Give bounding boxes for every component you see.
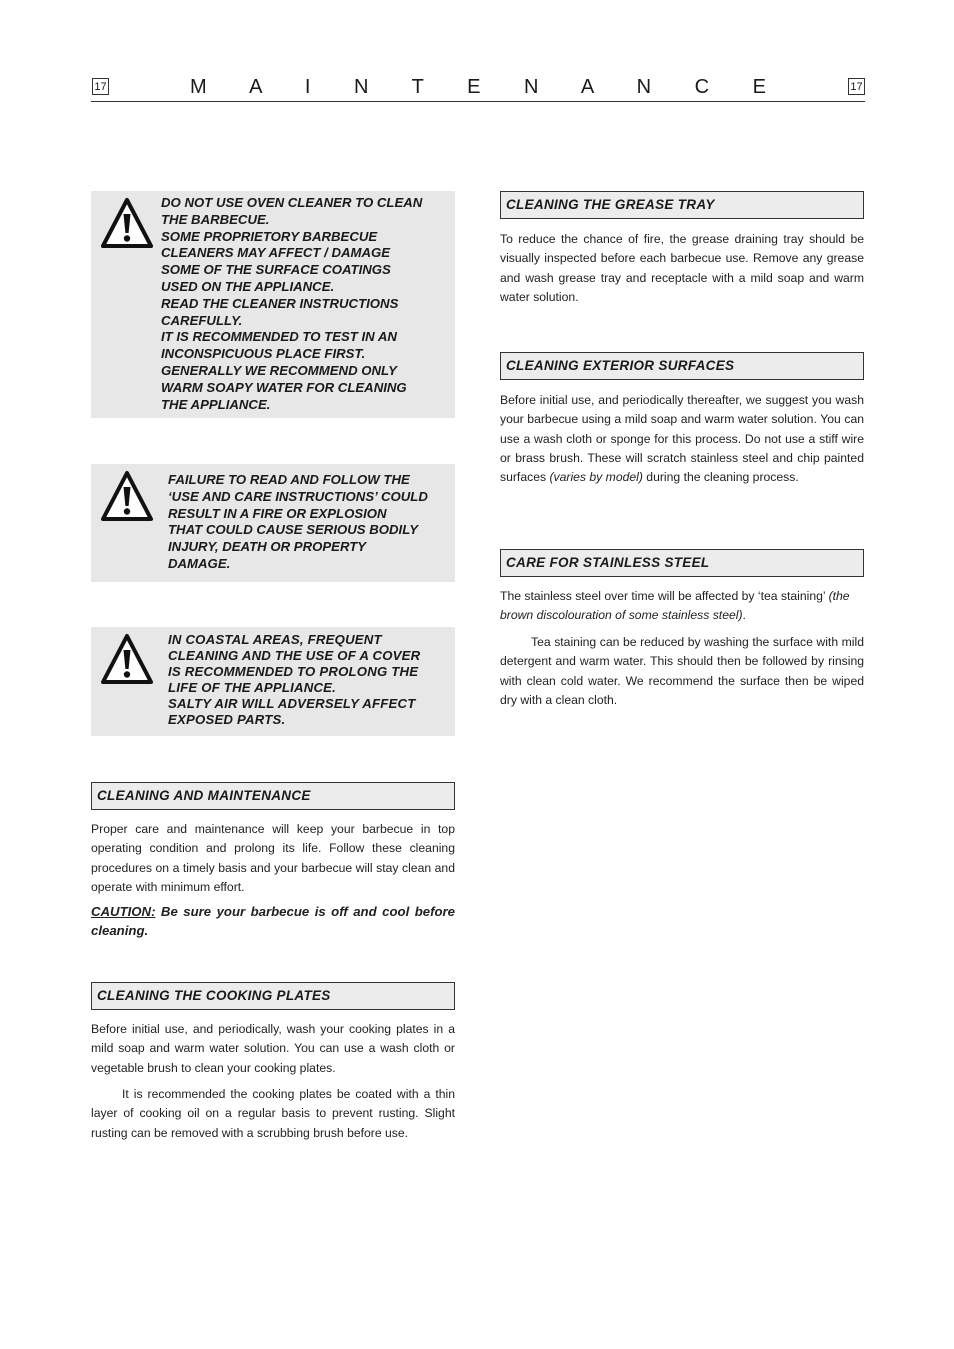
caution-note: [91, 902, 455, 940]
warning-text: FAILURE TO READ AND FOLLOW THE ‘USE AND CARE INSTRUCTIONS’ COULD RESULT IN A FIRE OR EXPLOSION THAT COULD CAUSE SERIOUS BODILY INJURY, DEATH OR PROPERTY DAMAGE.: [168, 472, 428, 571]
paragraph-cleaning-maintenance: Proper care and maintenance will keep your barbecue in top operating condition and prolong its life. Follow these cleaning procedures on a timely basis and your barbecue will stay clean and operate with minimum effort.: [91, 822, 455, 894]
page-number-right: 17: [848, 78, 865, 95]
page-number-left: 17: [92, 78, 109, 95]
page-header: [91, 74, 865, 102]
paragraph-stainless-steel-2: Tea staining can be reduced by washing the surface with mild detergent and warm water. This should then be followed by rinsing with clean cold water. We recommend the surface then be wiped dry with a clean cloth.: [500, 635, 864, 707]
section-heading-stainless-steel: CARE FOR STAINLESS STEEL: [500, 549, 864, 577]
section-heading-grease-tray: CLEANING THE GREASE TRAY: [500, 191, 864, 219]
warning-box-read-instructions: [91, 464, 455, 582]
warning-triangle-icon: [101, 470, 153, 522]
warning-box-coastal-areas: [91, 627, 455, 736]
caution-label: CAUTION:: [91, 904, 156, 919]
varies-by-model-note: (varies by model): [549, 470, 643, 485]
warning-text: IN COASTAL AREAS, FREQUENT CLEANING AND THE USE OF A COVER IS RECOMMENDED TO PROLONG THE LIFE OF THE APPLIANCE. SALTY AIR WILL ADVERSELY AFFECT EXPOSED PARTS.: [168, 632, 421, 728]
warning-box-oven-cleaner: [91, 191, 455, 418]
tea-staining-definition: (the brown discolouration of some stainless steel): [500, 589, 850, 623]
section-heading-exterior-surfaces: CLEANING EXTERIOR SURFACES: [500, 352, 864, 380]
paragraph-grease-tray: To reduce the chance of fire, the grease draining tray should be visually inspected before each barbecue use. Remove any grease and wash grease tray and receptacle with a mild soap and warm water solution.: [500, 232, 864, 304]
warning-text: DO NOT USE OVEN CLEANER TO CLEAN THE BARBECUE. SOME PROPRIETORY BARBECUE CLEANERS MAY AFFECT / DAMAGE SOME OF THE SURFACE COATINGS USED ON THE APPLIANCE. READ THE CLEANER INSTRUCTIONS CAREFULLY. IT IS RECOMMENDED TO TEST IN AN INCONSPICUOUS PLACE FIRST. GENERALLY WE RECOMMEND ONLY WARM SOAPY WATER FOR CLEANING THE APPLIANCE.: [161, 195, 423, 412]
paragraph-cooking-plates-2: It is recommended the cooking plates be coated with a thin layer of cooking oil on a regular basis to prevent rusting. Slight rusting can be removed with a scrubbing brush before use.: [91, 1087, 455, 1140]
paragraph-exterior-surfaces: Before initial use, and periodically thereafter, we suggest you wash your barbecue using a mild soap and warm water solution. You can use a wash cloth or sponge for this process. Do not use a stiff wire or brass brush. These will scratch stainless steel and chip painted surfaces (varies by model) during the cleaning process.: [500, 393, 864, 485]
warning-triangle-icon: [101, 633, 153, 685]
page-title: M A I N T E N A N C E: [190, 76, 785, 98]
paragraph-stainless-steel-1: The stainless steel over time will be affected by ‘tea staining’ (the brown discolouration of some stainless steel).: [500, 589, 850, 623]
warning-triangle-icon: [101, 197, 153, 249]
caution-text: Be sure your barbecue is off and cool before cleaning.: [91, 904, 455, 938]
paragraph-cooking-plates-1: Before initial use, and periodically, wash your cooking plates in a mild soap and warm water solution. You can use a wash cloth or vegetable brush to clean your cooking plates.: [91, 1022, 455, 1075]
section-heading-cooking-plates: CLEANING THE COOKING PLATES: [91, 982, 455, 1010]
section-heading-cleaning-maintenance: CLEANING AND MAINTENANCE: [91, 782, 455, 810]
